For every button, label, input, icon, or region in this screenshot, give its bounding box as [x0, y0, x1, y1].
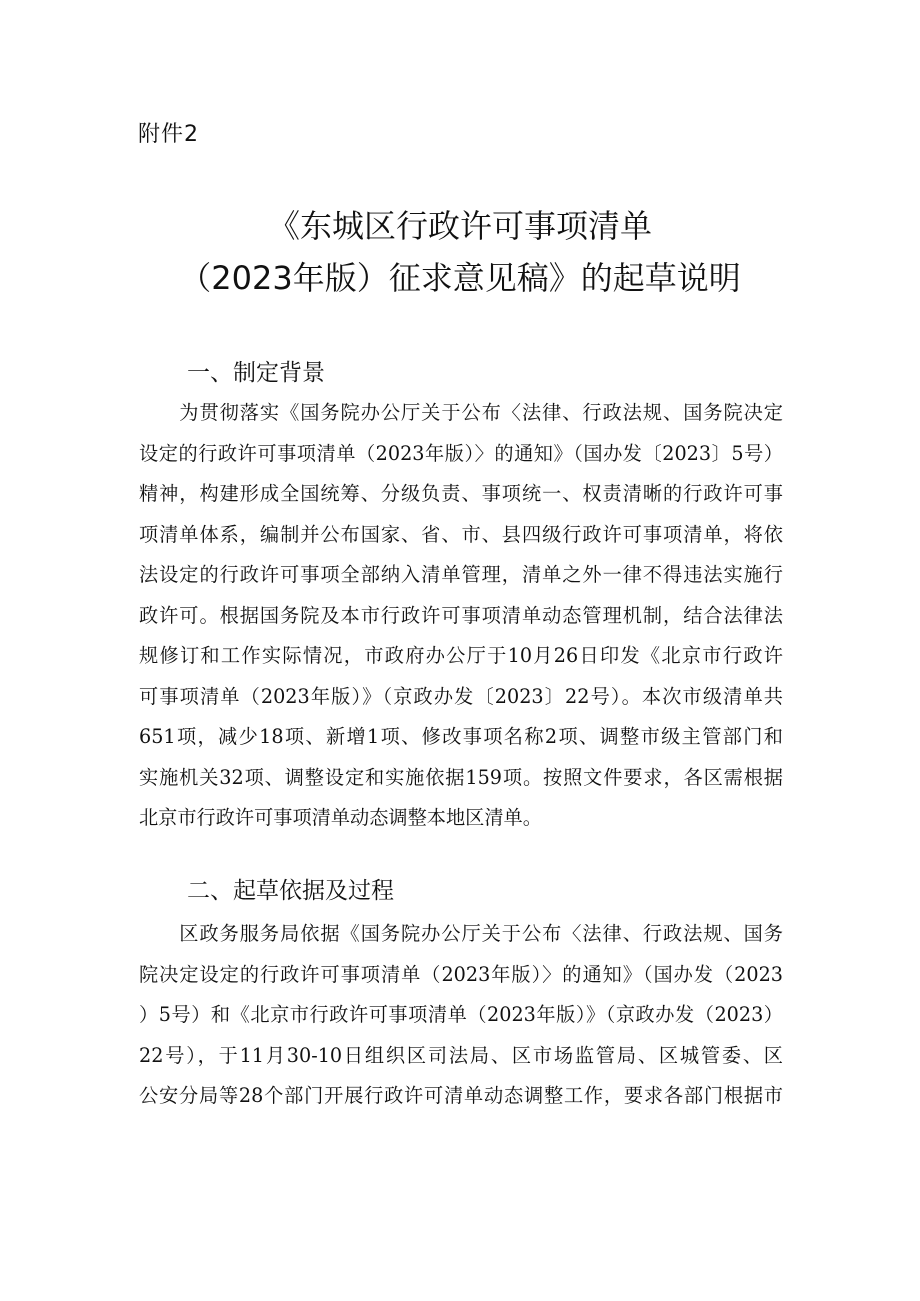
section-heading-background: 一、制定背景	[187, 360, 325, 386]
section-body-basis-process	[139, 914, 783, 1117]
paragraph-line: 651项，减少18项、新增1项、修改事项名称2项、调整市级主管部门和	[139, 725, 783, 748]
paragraph-line: 公安分局等28个部门开展行政许可清单动态调整工作，要求各部门根据市	[139, 1084, 783, 1107]
paragraph-line: 为贯彻落实《国务院办公厅关于公布〈法律、行政法规、国务院决定	[139, 401, 783, 424]
document-title-line-1: 《东城区行政许可事项清单	[267, 207, 652, 245]
paragraph-line: 实施机关32项、调整设定和实施依据159项。按照文件要求，各区需根据	[139, 765, 783, 789]
paragraph-line: 法设定的行政许可事项全部纳入清单管理，清单之外一律不得违法实施行	[139, 563, 783, 586]
document-title-line-2: （2023年版）征求意见稿》的起草说明	[179, 259, 741, 297]
paragraph-line: 22号），于11月30-10日组织区司法局、区市场监管局、区城管委、区	[139, 1043, 783, 1067]
paragraph-line: 区政务服务局依据《国务院办公厅关于公布〈法律、行政法规、国务	[139, 922, 783, 945]
paragraph-line: 设定的行政许可事项清单（2023年版）〉的通知》（国办发〔2023〕5号）	[139, 441, 783, 465]
paragraph-line: 政许可。根据国务院及本市行政许可事项清单动态管理机制，结合法律法	[139, 603, 783, 627]
section-body-background	[139, 393, 783, 839]
paragraph-line: 规修订和工作实际情况，市政府办公厅于10月26日印发《北京市行政许	[139, 644, 783, 667]
attachment-label: 附件2	[138, 122, 199, 147]
paragraph-line: 院决定设定的行政许可事项清单（2023年版）〉的通知》（国办发（2023	[139, 962, 783, 986]
paragraph-line: 北京市行政许可事项清单动态调整本地区清单。	[139, 806, 542, 829]
paragraph-line: 项清单体系，编制并公布国家、省、市、县四级行政许可事项清单，将依	[139, 522, 783, 546]
paragraph-line: ）5号）和《北京市行政许可事项清单（2023年版）》（京政办发（2023）	[139, 1003, 783, 1026]
paragraph-line: 精神，构建形成全国统筹、分级负责、事项统一、权责清晰的行政许可事	[139, 482, 783, 505]
paragraph-line: 可事项清单（2023年版）》（京政办发〔2023〕22号）。本次市级清单共	[139, 684, 783, 708]
section-heading-basis-process: 二、起草依据及过程	[187, 878, 394, 904]
